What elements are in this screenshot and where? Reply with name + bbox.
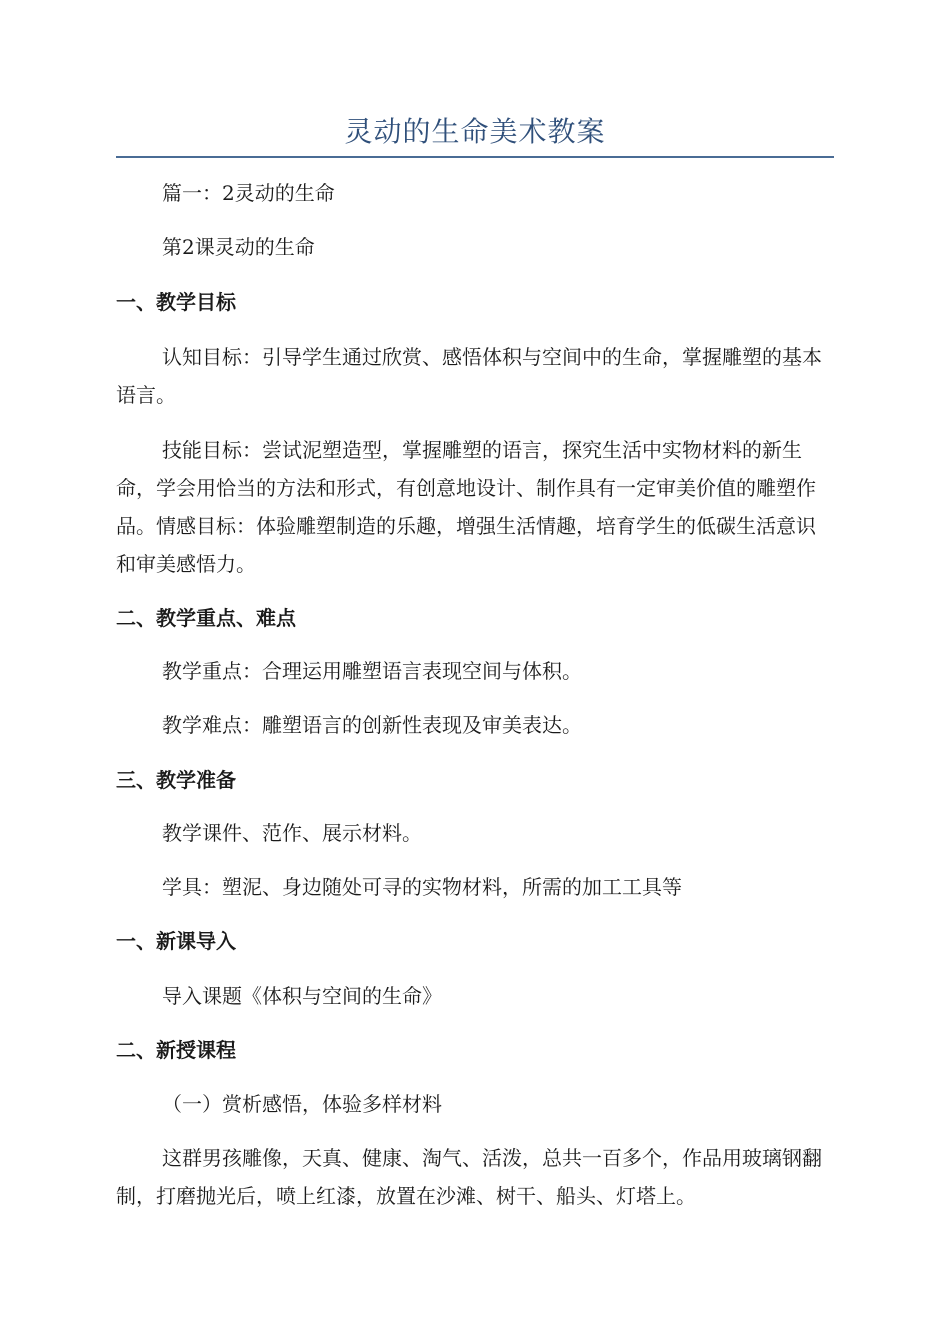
section-heading-intro: 一、新课导入 — [116, 929, 236, 953]
paragraph-tools: 学具：塑泥、身边随处可寻的实物材料，所需的加工工具等 — [162, 875, 682, 899]
document-title: 灵动的生命美术教案 — [344, 115, 606, 148]
paragraph-key-point: 教学重点：合理运用雕塑语言表现空间与体积。 — [162, 659, 582, 683]
paragraph-2: 第2课灵动的生命 — [162, 235, 315, 259]
paragraph-cognitive-goal: 认知目标：引导学生通过欣赏、感悟体积与空间中的生命，掌握雕塑的基本语言。 — [116, 345, 822, 407]
section-heading-teaching-goals: 一、教学目标 — [116, 290, 236, 314]
paragraph-materials: 教学课件、范作、展示材料。 — [162, 821, 422, 845]
paragraph-sculpture-description: 这群男孩雕像，天真、健康、淘气、活泼，总共一百多个，作品用玻璃钢翻制，打磨抛光后，喷上红漆，放置在沙滩、树干、船头、灯塔上。 — [116, 1146, 822, 1208]
paragraph-subsection-1: （一）赏析感悟，体验多样材料 — [162, 1092, 442, 1116]
paragraph-skill-goal: 技能目标：尝试泥塑造型，掌握雕塑的语言，探究生活中实物材料的新生命，学会用恰当的方法和形式，有创意地设计、制作具有一定审美价值的雕塑作品。情感目标：体验雕塑制造的乐趣，增强生活情趣，培育学生的低碳生活意识和审美感悟力。 — [116, 438, 816, 576]
section-heading-new-lesson: 二、新授课程 — [116, 1038, 236, 1062]
title-block — [116, 108, 834, 158]
paragraph-intro-topic: 导入课题《体积与空间的生命》 — [162, 984, 442, 1008]
section-heading-preparation: 三、教学准备 — [116, 768, 236, 792]
section-heading-key-points: 二、教学重点、难点 — [116, 606, 296, 630]
paragraph-1: 篇一：2灵动的生命 — [162, 181, 335, 205]
paragraph-difficulty: 教学难点：雕塑语言的创新性表现及审美表达。 — [162, 713, 582, 737]
